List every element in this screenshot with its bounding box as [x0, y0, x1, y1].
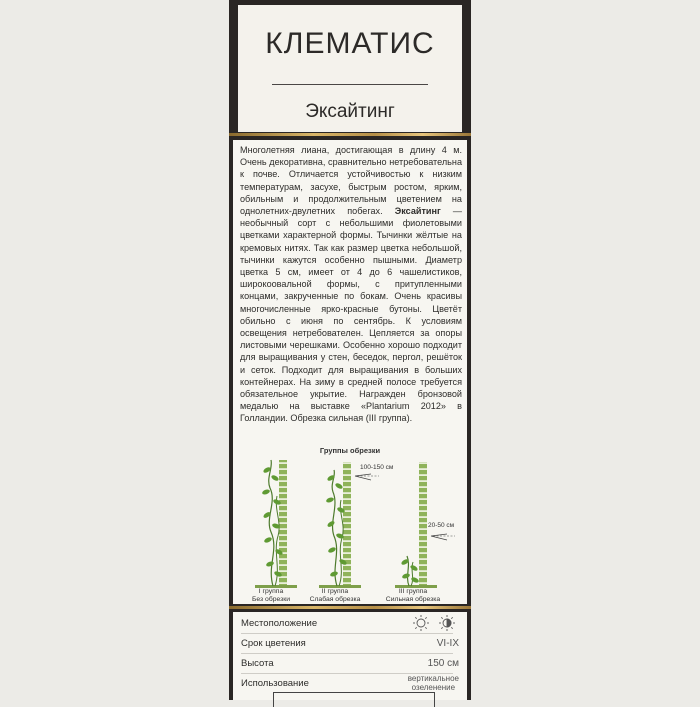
bloom-value: VI-IX: [436, 638, 459, 649]
pruning-title: Группы обрезки: [319, 446, 381, 455]
trellis-icon: [279, 460, 287, 586]
use-value-line1: вертикальное: [407, 674, 459, 683]
bloom-label: Срок цветения: [241, 638, 306, 649]
use-row: [241, 674, 461, 692]
title-divider: [272, 84, 428, 85]
pruning-group-2-illustration: [319, 462, 394, 588]
sun-icon: [413, 615, 429, 631]
height-label-group-2: 100-150 см: [360, 464, 394, 471]
trellis-icon: [343, 462, 351, 586]
pruning-diagram: [233, 440, 467, 604]
height-row: [241, 654, 461, 672]
variety-name-bold: Эксайтинг: [394, 206, 441, 217]
group-3-desc: Сильная обрезка: [385, 596, 441, 603]
product-title: КЛЕМАТИС: [265, 27, 435, 60]
description-intro: Многолетняя лиана, достигающая в длину 4 м. Очень декоративна, сравнительно нетребовательна к почве. Отличается устойчивостью к низким температурам, засухе, быстрым ростом, ярким, обильным и продолжительным цветением на однолетних-двулетних побегах.: [240, 145, 462, 217]
description-text: [240, 144, 462, 425]
group-2-name: II группа: [321, 588, 349, 595]
location-row: [241, 614, 461, 632]
pruning-group-3-illustration: [395, 462, 455, 588]
info-panel: [233, 612, 467, 700]
pruning-group-1-illustration: [255, 460, 297, 588]
seed-packet-card: [229, 0, 471, 700]
description-panel: [233, 140, 467, 604]
location-label: Местоположение: [241, 618, 318, 629]
group-1-desc: Без обрезки: [251, 596, 291, 603]
title-panel: [238, 5, 462, 132]
bloom-row: [241, 634, 461, 652]
group-1-name: I группа: [258, 588, 284, 595]
group-3-name: III группа: [398, 588, 428, 595]
height-label: Высота: [241, 658, 274, 669]
height-label-group-3: 20-50 см: [428, 522, 455, 529]
description-body: — необычный сорт с небольшими фиолетовыми цветками характерной формы. Тычинки жёлтые на кремовых нитях. Так как размер цветка небольшой, тычинки кажутся особенно пышными. Диаметр цветка 5 см, имеет от 4 до 6 чашелистиков, широкоовальной формы, с притупленными концами, закрученные по бокам. Очень красивы многочисленные ярко-красные бутоны. Цветёт обильно с июня по сентябрь. К условиям освещения нетребователен. Цепляется за опоры листовыми черешками. Особенно хорошо подходит для выращивания у стен, беседок, пергол, решёток и сеток. Подходит для выращивания в больших контейнерах. На зиму в средней полосе требуется обязательное укрытие. Награжден бронзовой медалью на выставке «Plantarium 2012» в Голландии. Обрезка сильная (III группа).: [240, 206, 463, 424]
gold-stripe-bottom: [229, 606, 471, 609]
variety-subtitle: Эксайтинг: [305, 101, 395, 122]
use-value-line2: озеленение: [411, 683, 456, 692]
trellis-icon: [419, 462, 427, 586]
use-value: [408, 674, 459, 692]
height-value: 150 см: [427, 658, 459, 669]
group-2-desc: Слабая обрезка: [309, 596, 361, 603]
gold-stripe-top: [229, 133, 471, 136]
use-label: Использование: [241, 678, 309, 689]
partial-shade-icon: [439, 615, 455, 631]
